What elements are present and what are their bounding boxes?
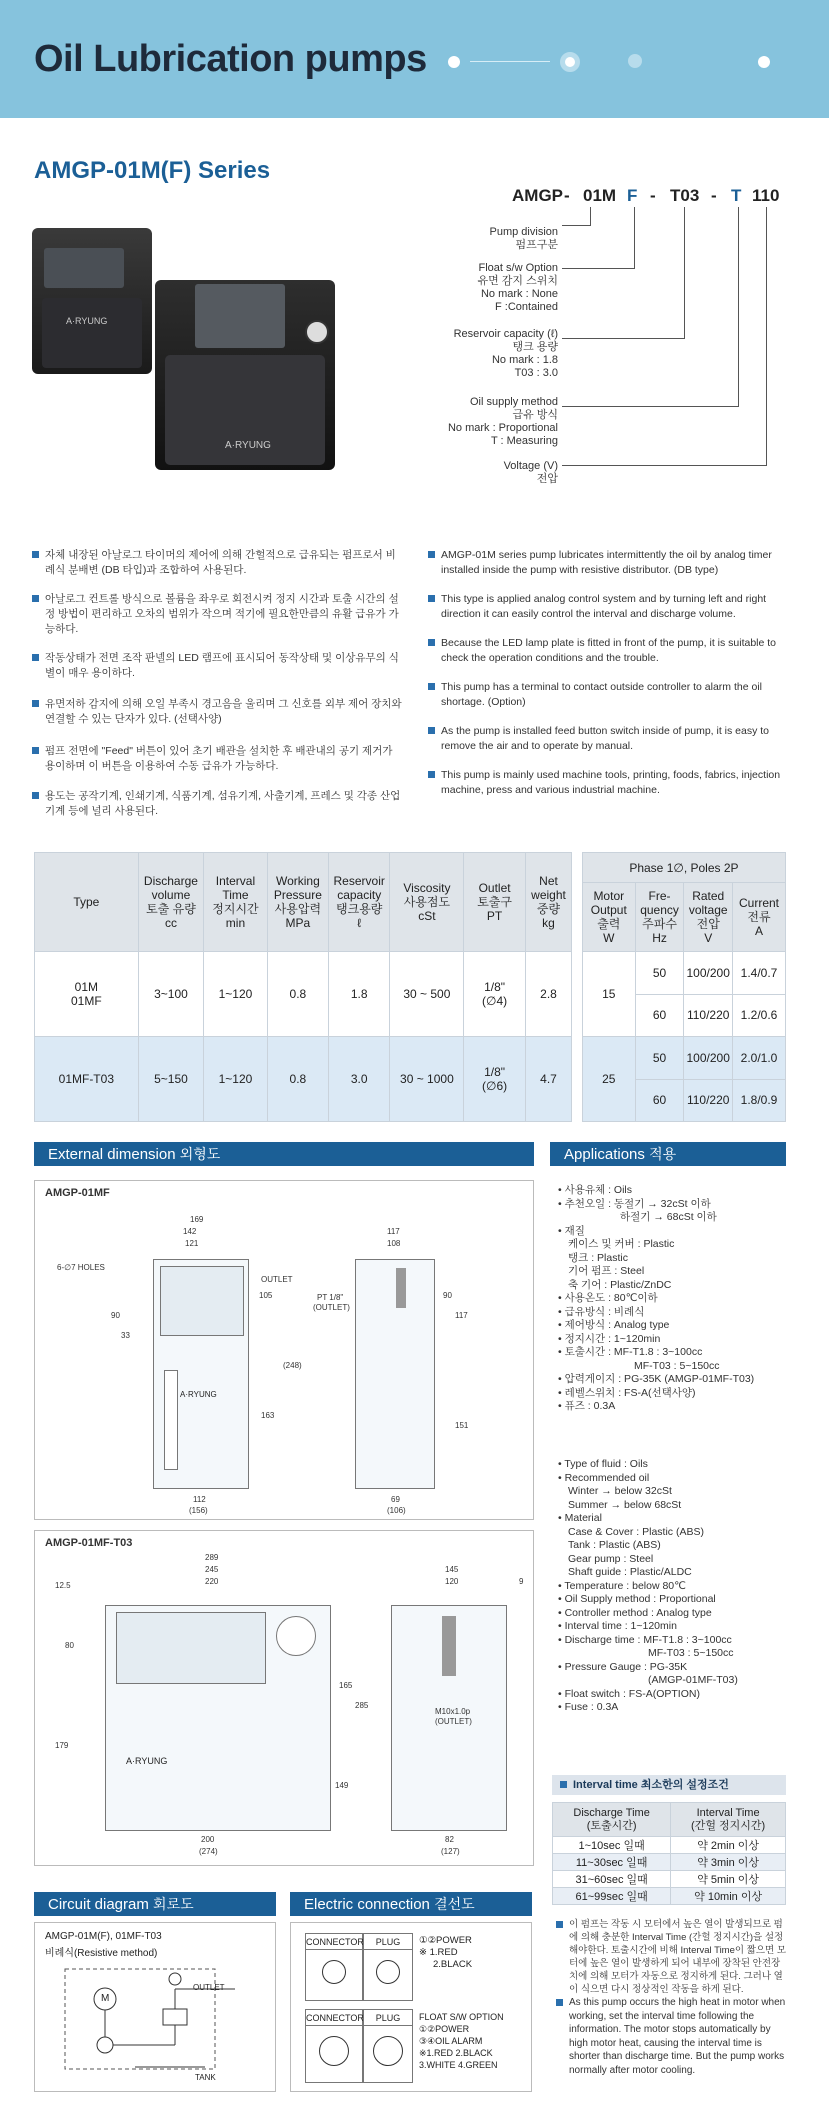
th-current: Current 전류 A — [733, 883, 786, 952]
code-part: 01M — [583, 186, 617, 205]
power-legend: ①②POWER ※ 1.RED 2.BLACK — [419, 1935, 473, 1970]
code-part: F — [627, 186, 638, 205]
code-part: AMGP — [512, 186, 563, 205]
interval-setting-table: Discharge Time (토출시간) Interval Time (간헐 정지시간) 1~10sec 일때 약 2min 이상 11~30sec 일때 약 3min 이상 31~60sec 일때 약 5min 이상 61~99sec 일때 약 10min 이상 — [552, 1802, 786, 1905]
code-part: T — [731, 186, 742, 205]
table-row: 31~60sec 일때 약 5min 이상 — [553, 1871, 786, 1888]
table-row: 60 110/220 1.8/0.9 — [35, 1079, 786, 1122]
drawing-amgp-01mf: AMGP-01MF A·RYUNG 169 142 121 117 108 6-∅7 HOLES OUTLET PT 1/8" (OUTLET) 90 33 105 (248) 163 90 117 151 112 (156) 69 (106) — [34, 1180, 534, 1520]
th-motor: Motor Output 출력 W — [582, 883, 635, 952]
code-part: - — [711, 186, 717, 205]
motor-symbol: M — [101, 1993, 110, 2004]
pump-photo-large: A·RYUNG — [155, 280, 335, 470]
section-circuit-diagram: Circuit diagram 회로도 — [34, 1892, 276, 1916]
electric-connection — [290, 1922, 532, 2092]
table-row: 01MF-T03 5~150 1~120 0.8 3.0 30 ~ 1000 1/8" (∅6) 4.7 25 50 100/200 2.0/1.0 — [35, 1037, 786, 1079]
th-interval: Interval Time 정지시간 min — [204, 853, 267, 952]
decor-dot — [560, 52, 580, 72]
th-capacity: Reservoir capacity 탱크용량 ℓ — [329, 853, 390, 952]
circuit-schematic — [45, 1959, 265, 2087]
interval-note-ko: 이 펌프는 작동 시 모터에서 높은 열이 발생되므로 펌에 의해 충분한 Interval Time (간헐 정지시간)을 설정해야한다. 토출시간에 비해 Interval Time이 짧으면 모터에 높은 열이 발생하게 되어 내부에 장착된 안전장치에 의해 모터가 자동으로 정지하게 된다. 그러나 열이 식으면 다시 정상적인 작동을 하게 된다. — [556, 1918, 788, 1996]
table-row: 61~99sec 일때 약 10min 이상 — [553, 1888, 786, 1905]
code-label-pump-division: Pump division 펌프구분 — [489, 226, 558, 251]
th-viscosity: Viscosity 사용점도 cSt — [390, 853, 464, 952]
th-phase: Phase 1∅, Poles 2P — [582, 853, 785, 883]
side-view — [355, 1259, 435, 1489]
interval-note-en: As this pump occurs the high heat in motor when working, set the interval time following the information. The motor stops automatically by high motor heat, causing the interval time is shorter than discharge time. But the pump works normally after motor cooling. — [556, 1996, 788, 2077]
connector-float: CONNECTOR — [305, 2009, 363, 2083]
spec-table — [34, 852, 786, 1122]
circuit-diagram: AMGP-01M(F), 01MF-T03 비례식(Resistive method) M OUTLET TANK — [34, 1922, 276, 2092]
code-label-oil-supply: Oil supply method 급유 방식 No mark : Proportional T : Measuring — [447, 396, 558, 447]
drawing-amgp-01mf-t03: AMGP-01MF-T03 A·RYUNG 289 245 220 12.5 145 120 9 80 165 285 179 149 M10x1.0p (OUTLET) 200 (274) 82 (127) — [34, 1530, 534, 1866]
applications-en: • Type of fluid : Oils • Recommended oil Winter → below 32cSt Summer → below 68cSt • Material Case & Cover : Plastic (ABS) Tank : Plastic (ABS) Gear pump : Steel Shaft guide : Plastic/ALDC • Temperature : below 80℃ • Oil Supply method : Proportional • Controller method : Analog type • Interval time : 1~120min • Discharge time : MF-T1.8 : 3~100cc MF-T03 : 5~150cc • Pressure Gauge : PG-35K (AMGP-01MF-T03) • Float switch : FS-A(OPTION) • Fuse : 0.3A — [558, 1458, 738, 1713]
decor-dot — [628, 54, 642, 68]
plug-float: PLUG — [363, 2009, 413, 2083]
header-banner — [0, 0, 829, 118]
code-part: - — [564, 186, 570, 205]
connector-power: CONNECTOR — [305, 1933, 363, 2001]
th-pressure: Working Pressure 사용압력 MPa — [267, 853, 328, 952]
float-legend: FLOAT S/W OPTION ①②POWER ③④OIL ALARM ※1.RED 2.BLACK 3.WHITE 4.GREEN — [419, 2012, 504, 2070]
code-label-voltage: Voltage (V) 전압 — [503, 460, 558, 485]
front-view: A·RYUNG — [153, 1259, 249, 1489]
section-applications: Applications 적용 — [550, 1142, 786, 1166]
decor-line — [470, 61, 550, 62]
decor-dot — [448, 56, 460, 68]
section-electric-connection: Electric connection 결선도 — [290, 1892, 532, 1916]
code-label-reservoir: Reservoir capacity (ℓ) 탱크 용량 No mark : 1.8 T03 : 3.0 — [453, 328, 558, 379]
th-discharge: Discharge volume 토출 유량 cc — [138, 853, 204, 952]
series-title: AMGP-01M(F) Series — [34, 157, 271, 184]
code-part: - — [650, 186, 656, 205]
code-part: T03 — [670, 186, 700, 205]
th-frequency: Fre- quency 주파수 Hz — [635, 883, 684, 952]
table-row: 60 110/220 1.2/0.6 — [35, 994, 786, 1036]
th-weight: Net weight 중량 kg — [525, 853, 572, 952]
pump-photo-small: A·RYUNG — [32, 228, 152, 374]
interval-setting-title: Interval time 최소한의 설정조건 — [552, 1775, 786, 1795]
plug-power: PLUG — [363, 1933, 413, 2001]
decor-dot — [758, 56, 770, 68]
th-type: Type — [35, 853, 139, 952]
page-title: Oil Lubrication pumps — [34, 38, 427, 80]
table-row: 01M 01MF 3~100 1~120 0.8 1.8 30 ~ 500 1/8" (∅4) 2.8 15 50 100/200 1.4/0.7 — [35, 952, 786, 994]
code-part: 110 — [752, 186, 780, 205]
table-row: 11~30sec 일때 약 3min 이상 — [553, 1854, 786, 1871]
th-outlet: Outlet 토출구 PT — [464, 853, 525, 952]
front-view: A·RYUNG — [105, 1605, 331, 1831]
section-external-dimension: External dimension 외형도 — [34, 1142, 534, 1166]
applications-ko: • 사용유체 : Oils • 추천오일 : 동절기 → 32cSt 이하 하절기 → 68cSt 이하 • 재질 케이스 및 커버 : Plastic 탱크 : Plastic 기어 펌프 : Steel 축 기어 : Plastic/ZnDC • 사용온도 : 80℃이하 • 급유방식 : 비례식 • 제어방식 : Analog type • 정지시간 : 1~120min • 토출시간 : MF-T1.8 : 3~100cc MF-T03 : 5~150cc • 압력게이지 : PG-35K (AMGP-01MF-T03) • 레벨스위치 : FS-A(선택사양) • 퓨즈 : 0.3A — [558, 1184, 755, 1412]
code-label-float: Float s/w Option 유면 감지 스위치 No mark : None F :Contained — [477, 262, 558, 313]
table-row: 1~10sec 일때 약 2min 이상 — [553, 1837, 786, 1854]
th-voltage: Rated voltage 전압 V — [684, 883, 733, 952]
